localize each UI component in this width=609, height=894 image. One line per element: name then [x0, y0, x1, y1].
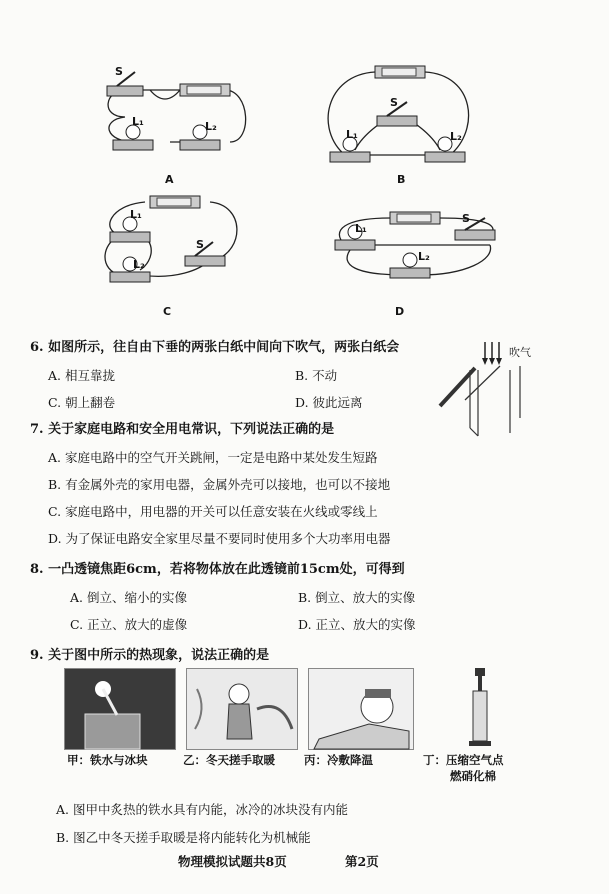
q9-option-a: A. 图甲中炙热的铁水具有内能，冰冷的冰块没有内能	[56, 802, 348, 817]
q6-option-d: D. 彼此远离	[295, 395, 363, 410]
lamp1-label-a: L₁	[132, 115, 144, 128]
lamp2-label-a: L₂	[205, 120, 217, 133]
caption-bing: 丙：冷敷降温	[304, 753, 373, 767]
q9-option-b: B. 图乙中冬天搓手取暖是将内能转化为机械能	[56, 830, 311, 845]
blow-air-label: 吹气	[509, 346, 531, 359]
q8-stem: 8. 一凸透镜焦距6cm，若将物体放在此透镜前15cm处，可得到	[30, 562, 405, 577]
q7-stem: 7. 关于家庭电路和安全用电常识，下列说法正确的是	[30, 422, 335, 437]
caption-yi: 乙：冬天搓手取暖	[183, 753, 275, 767]
switch-label-b: S	[390, 96, 398, 109]
lamp2-label-b: L₂	[450, 130, 462, 143]
molten-iron-ice-image	[64, 668, 176, 750]
q8-option-a: A. 倒立、缩小的实像	[70, 590, 187, 605]
q9-stem: 9. 关于图中所示的热现象，说法正确的是	[30, 648, 270, 663]
switch-label-d: S	[462, 212, 470, 225]
caption-ding-line2: 燃硝化棉	[450, 769, 496, 783]
compressed-air-syringe-image	[465, 668, 495, 748]
switch-label-a: S	[115, 65, 123, 78]
lamp1-label-b: L₁	[346, 128, 358, 141]
footer-page-number: 第2页	[345, 854, 379, 869]
footer-title: 物理模拟试题共8页	[178, 854, 287, 869]
q8-option-b: B. 倒立、放大的实像	[298, 590, 416, 605]
switch-label-c: S	[196, 238, 204, 251]
q7-option-b: B. 有金属外壳的家用电器，金属外壳可以接地，也可以不接地	[48, 477, 391, 492]
circuit-label-a: A	[165, 173, 174, 186]
circuit-label-b: B	[397, 173, 406, 186]
q7-option-a: A. 家庭电路中的空气开关跳闸，一定是电路中某处发生短路	[48, 450, 378, 465]
q8-option-d: D. 正立、放大的实像	[298, 617, 416, 632]
caption-ding: 丁：压缩空气点	[423, 753, 504, 767]
q8-option-c: C. 正立、放大的虚像	[70, 617, 188, 632]
lamp2-label-c: L₂	[133, 258, 145, 271]
q7-option-c: C. 家庭电路中，用电器的开关可以任意安装在火线或零线上	[48, 504, 378, 519]
q7-option-d: D. 为了保证电路安全家里尽量不要同时使用多个大功率用电器	[48, 531, 391, 546]
circuit-diagram-b	[315, 60, 480, 170]
lamp2-label-d: L₂	[418, 250, 430, 263]
circuit-diagram-c	[95, 190, 245, 300]
q6-option-a: A. 相互靠拢	[48, 368, 115, 383]
circuit-label-d: D	[395, 305, 405, 318]
rubbing-hands-image	[186, 668, 298, 750]
q6-option-c: C. 朝上翻卷	[48, 395, 116, 410]
circuit-diagram-d	[325, 200, 505, 290]
lamp1-label-c: L₁	[130, 208, 142, 221]
q6-stem: 6. 如图所示，往自由下垂的两张白纸中间向下吹气，两张白纸会	[30, 340, 400, 355]
lamp1-label-d: L₁	[355, 222, 367, 235]
cold-compress-image	[308, 668, 414, 750]
q6-option-b: B. 不动	[295, 368, 338, 383]
caption-jia: 甲：铁水与冰块	[67, 753, 148, 767]
circuit-label-c: C	[163, 305, 172, 318]
